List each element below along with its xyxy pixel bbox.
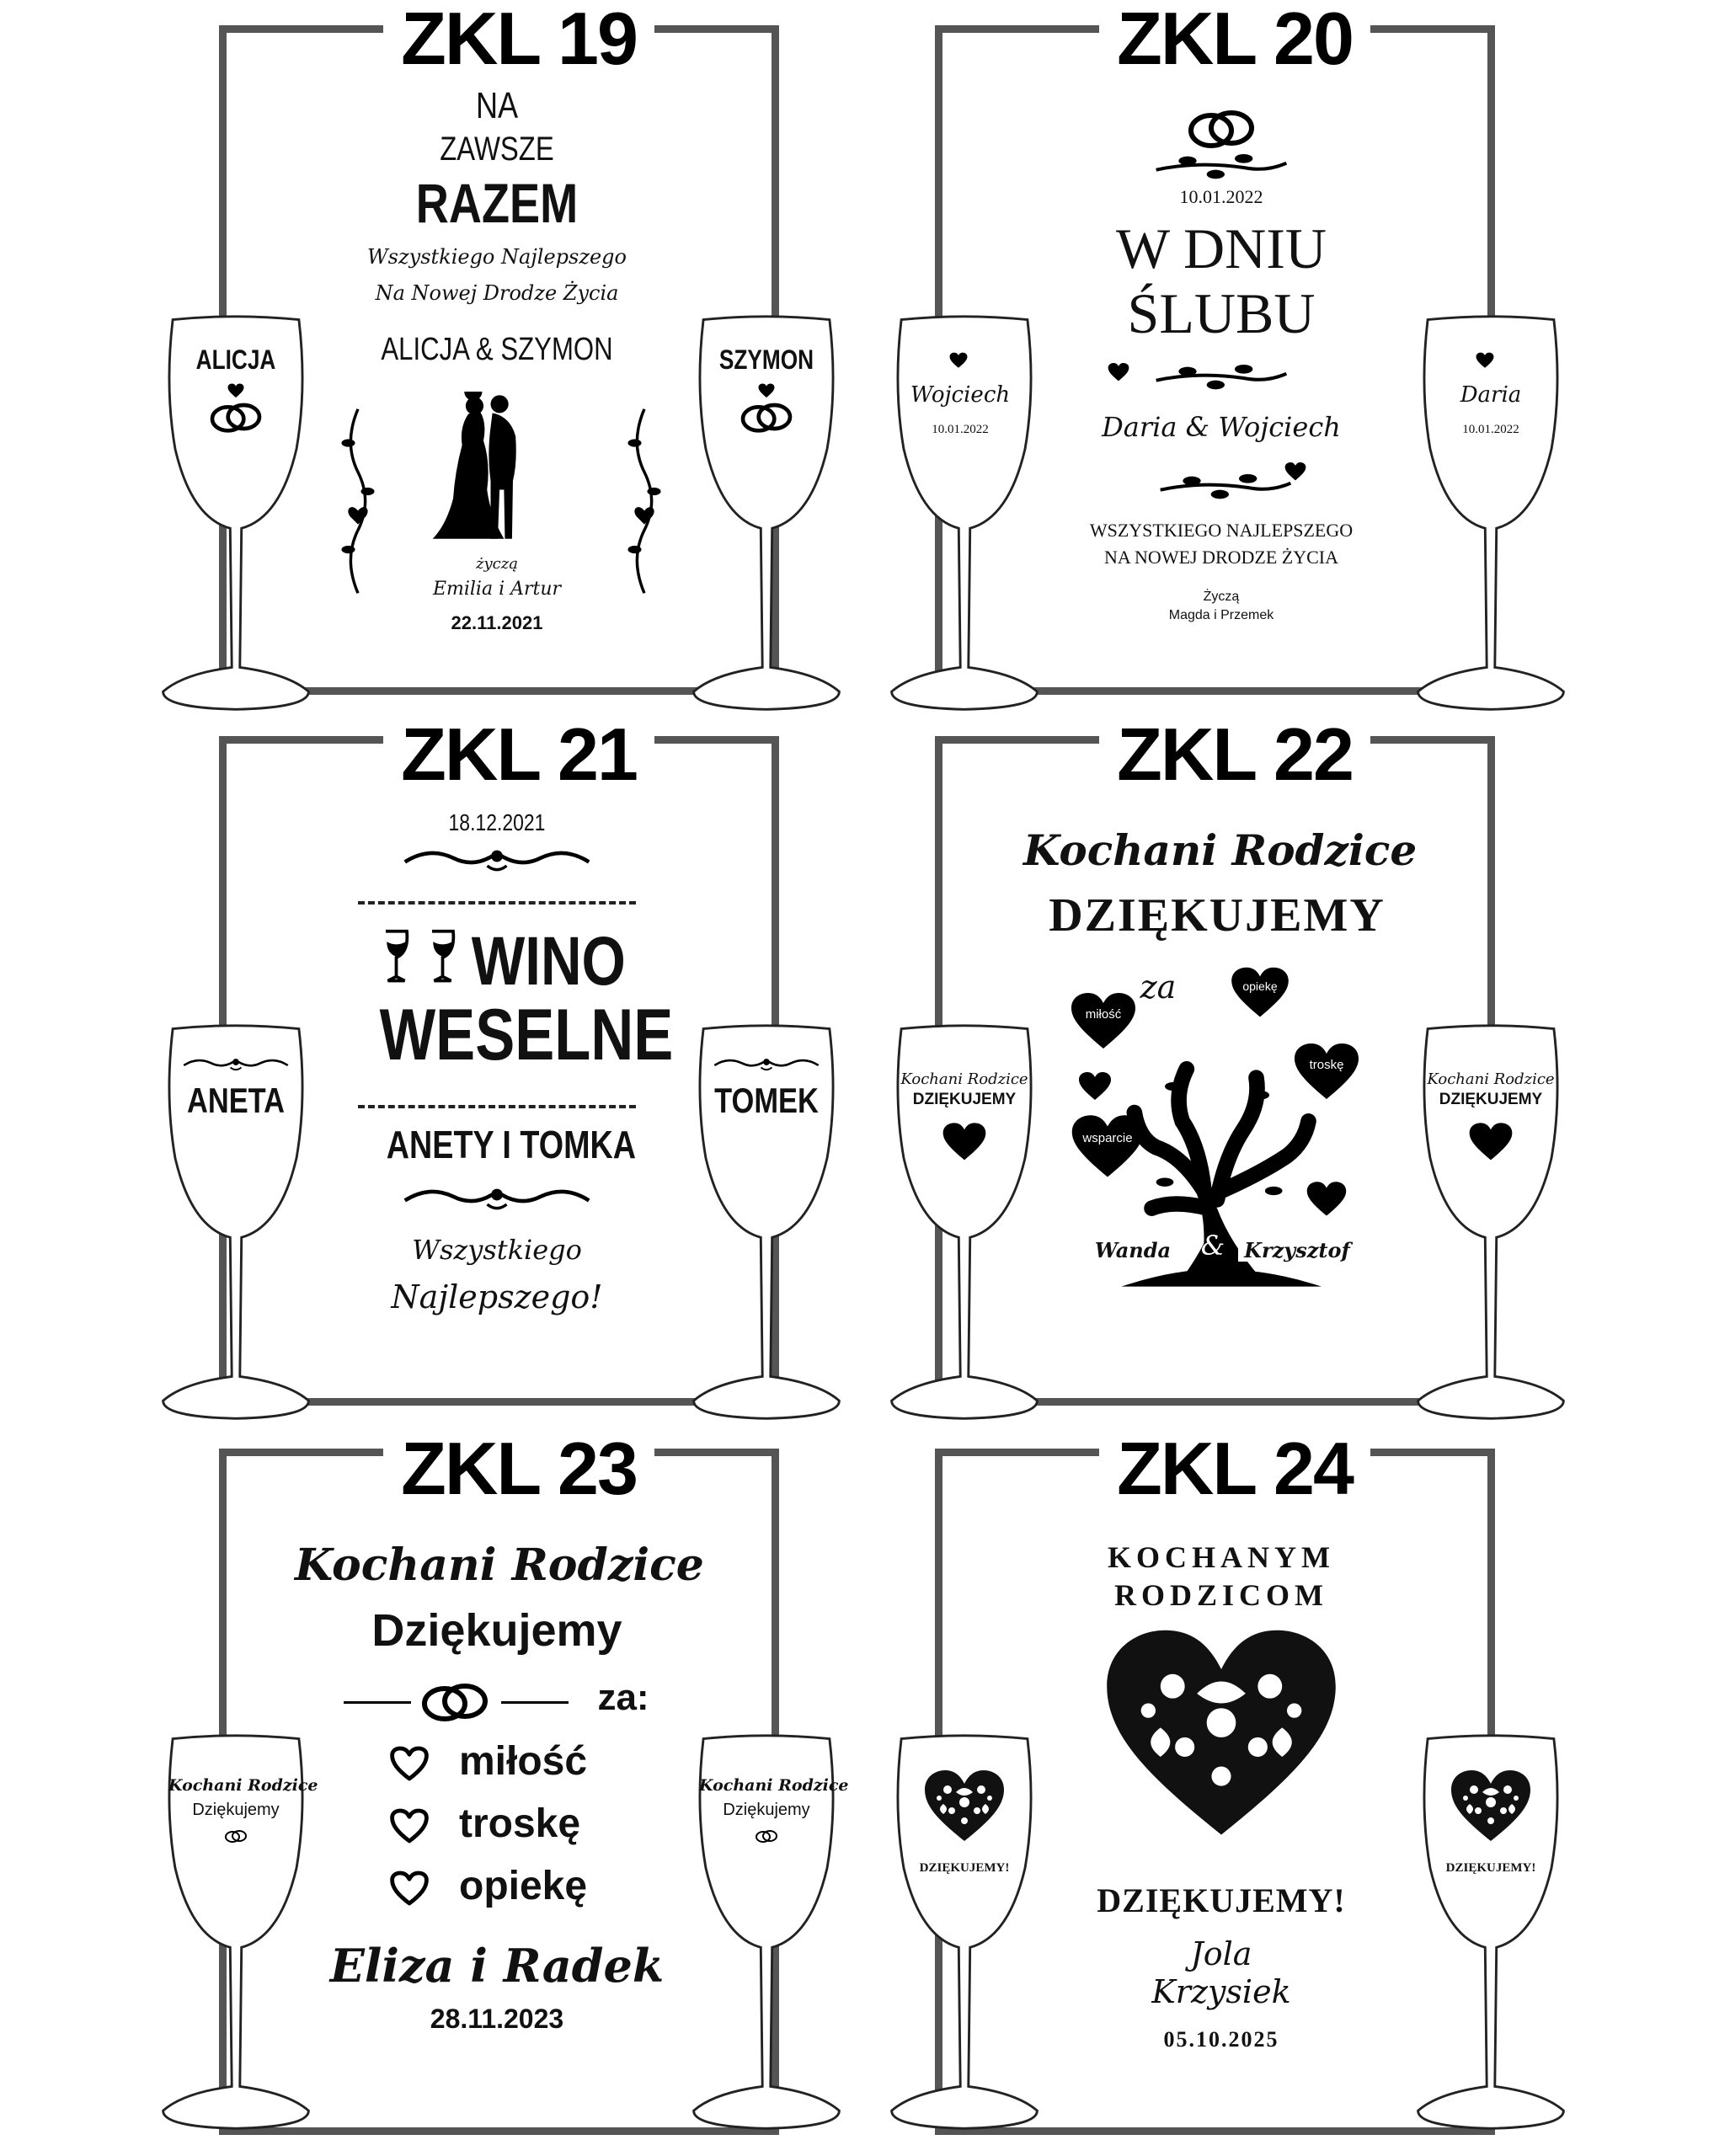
right-glass-name: Daria bbox=[1460, 382, 1522, 408]
divider-line bbox=[344, 1701, 411, 1704]
center-date: 18.12.2021 bbox=[448, 809, 546, 835]
vine-ornament bbox=[1091, 147, 1352, 181]
left-glass-line-2: DZIĘKUJEMY bbox=[912, 1091, 1017, 1108]
from-names: Emilia i Artur bbox=[432, 579, 562, 600]
flourish-ornament bbox=[400, 844, 594, 874]
center-date: 28.11.2023 bbox=[430, 2004, 564, 2034]
center-thanks: DZIĘKUJEMY! bbox=[1097, 1881, 1346, 1919]
heart-icon bbox=[1468, 1122, 1514, 1162]
ornamental-heart-icon bbox=[922, 1769, 1007, 1844]
panel-zkl-19 bbox=[0, 0, 859, 712]
divider-line bbox=[501, 1701, 569, 1704]
center-line-1: Kochani Rodzice bbox=[295, 1540, 704, 1591]
side-vine-ornament bbox=[337, 404, 379, 598]
panel-zkl-22 bbox=[855, 712, 1714, 1430]
ornamental-heart-illustration bbox=[1099, 1625, 1343, 1844]
flourish-ornament bbox=[400, 1182, 594, 1213]
panel-code: ZKL 21 bbox=[383, 718, 654, 792]
rings-icon bbox=[754, 1828, 779, 1844]
heart-label-troske: troskę bbox=[1309, 1058, 1344, 1072]
heart-icon bbox=[1078, 1071, 1112, 1102]
thanks-item-opieke: opiekę bbox=[459, 1864, 588, 1908]
left-glass-line-1: Kochani Rodzice bbox=[168, 1776, 318, 1795]
kissing-couple-silhouette bbox=[417, 392, 564, 543]
left-glass-date: 10.01.2022 bbox=[932, 423, 989, 436]
from-names: Magda i Przemek bbox=[1168, 608, 1274, 622]
center-wish-2: Na Nowej Drodze Życia bbox=[375, 281, 619, 305]
center-wish-2: NA NOWEJ DRODZE ŻYCIA bbox=[1103, 547, 1339, 568]
center-wish-1: Wszystkiego Najlepszego bbox=[367, 245, 627, 269]
panel-code: ZKL 20 bbox=[1099, 2, 1370, 76]
center-wish-1: WSZYSTKIEGO NAJLEPSZEGO bbox=[1089, 520, 1354, 541]
left-wine-glass bbox=[880, 312, 1049, 716]
side-vine-ornament bbox=[623, 404, 665, 598]
center-line-2: DZIĘKUJEMY bbox=[1049, 889, 1386, 942]
flourish-ornament bbox=[712, 1054, 821, 1073]
heart-icon bbox=[227, 383, 244, 398]
tree-name-1: Wanda bbox=[1082, 1240, 1183, 1262]
za-label: za: bbox=[597, 1677, 649, 1718]
right-glass-name: TOMEK bbox=[714, 1081, 819, 1120]
right-glass-line-1: Kochani Rodzice bbox=[1427, 1070, 1555, 1088]
panel-code: ZKL 23 bbox=[383, 1432, 654, 1506]
heart-label-milosc: miłość bbox=[1085, 1007, 1122, 1022]
vine-ornament bbox=[1099, 358, 1343, 392]
heart-outline-icon bbox=[389, 1807, 430, 1844]
center-title-2: ŚLUBU bbox=[1127, 281, 1316, 345]
rings-icon bbox=[223, 1828, 248, 1844]
center-date: 22.11.2021 bbox=[451, 612, 543, 633]
right-glass-date: 10.01.2022 bbox=[1462, 423, 1519, 436]
heart-icon bbox=[1476, 352, 1494, 369]
right-glass-line-2: DZIĘKUJEMY bbox=[1439, 1091, 1543, 1108]
center-line-1: NA bbox=[475, 85, 519, 126]
tree-ampersand: & bbox=[1200, 1230, 1225, 1262]
left-glass-line-2: Dziękujemy bbox=[192, 1801, 280, 1819]
rings-icon bbox=[737, 396, 796, 438]
center-line-3: RAZEM bbox=[415, 172, 579, 234]
panel-zkl-24 bbox=[855, 1427, 1714, 2144]
left-glass-line-1: Kochani Rodzice bbox=[900, 1070, 1028, 1088]
heart-icon bbox=[942, 1122, 987, 1162]
thanks-item-milosc: miłość bbox=[459, 1739, 588, 1784]
center-line-2: ZAWSZE bbox=[440, 131, 554, 168]
center-names: Eliza i Radek bbox=[329, 1939, 665, 1993]
heart-outline-icon bbox=[389, 1745, 430, 1782]
heart-label-opieke: opiekę bbox=[1242, 979, 1278, 993]
from-label: życzą bbox=[476, 555, 518, 573]
heart-outline-icon bbox=[389, 1870, 430, 1907]
left-glass-name: ALICJA bbox=[195, 344, 276, 375]
center-name-2: Krzysiek bbox=[1151, 1973, 1291, 2010]
heart-icon bbox=[758, 383, 775, 398]
left-glass-name: ANETA bbox=[186, 1081, 286, 1120]
rings-icon bbox=[417, 1676, 493, 1726]
flourish-ornament bbox=[181, 1054, 291, 1073]
center-name-1: Jola bbox=[1190, 1935, 1252, 1972]
vine-ornament bbox=[1108, 467, 1343, 501]
center-line-2: RODZICOM bbox=[1114, 1578, 1328, 1612]
center-wish-1: Wszystkiego bbox=[412, 1234, 582, 1266]
center-date: 05.10.2025 bbox=[1163, 2027, 1279, 2052]
heart-icon bbox=[1070, 1113, 1145, 1181]
center-date: 10.01.2022 bbox=[1179, 186, 1263, 207]
za-label: za bbox=[1140, 969, 1177, 1006]
center-names: ALICJA & SZYMON bbox=[381, 332, 613, 367]
center-wish-2: Najlepszego! bbox=[391, 1278, 603, 1315]
center-line-2: Dziękujemy bbox=[371, 1605, 622, 1656]
right-glass-line-1: Kochani Rodzice bbox=[699, 1776, 849, 1795]
heart-icon bbox=[1108, 362, 1129, 382]
wine-glasses-icon bbox=[377, 924, 462, 991]
left-glass-name: Wojciech bbox=[910, 382, 1011, 408]
heart-label-wsparcie: wsparcie bbox=[1082, 1131, 1133, 1145]
panel-code: ZKL 24 bbox=[1099, 1432, 1370, 1506]
right-glass-text: DZIĘKUJEMY! bbox=[1445, 1861, 1536, 1875]
center-title-1: WINO bbox=[471, 923, 626, 1000]
rings-icon bbox=[1183, 103, 1259, 153]
heart-icon bbox=[949, 352, 968, 369]
center-line-1: KOCHANYM bbox=[1108, 1540, 1335, 1574]
panel-code: ZKL 19 bbox=[383, 2, 654, 76]
dashed-divider bbox=[358, 1105, 636, 1108]
center-title-2: WESELNE bbox=[379, 995, 674, 1075]
right-glass-line-2: Dziękujemy bbox=[723, 1801, 810, 1819]
from-label: Życzą bbox=[1203, 590, 1240, 604]
right-wine-glass bbox=[1407, 312, 1575, 716]
center-title-1: W DNIU bbox=[1116, 216, 1327, 280]
center-names: Daria & Wojciech bbox=[1102, 411, 1341, 443]
heart-icon bbox=[1284, 462, 1306, 482]
rings-icon bbox=[206, 396, 265, 438]
tree-name-2: Krzysztof bbox=[1238, 1240, 1356, 1262]
dashed-divider bbox=[358, 901, 636, 905]
center-line-1: Kochani Rodzice bbox=[1023, 825, 1418, 875]
panel-zkl-21 bbox=[0, 712, 859, 1430]
panel-zkl-23 bbox=[0, 1427, 859, 2144]
center-names: ANETY I TOMKA bbox=[386, 1123, 636, 1166]
ornamental-heart-icon bbox=[1449, 1769, 1533, 1844]
panel-code: ZKL 22 bbox=[1099, 718, 1370, 792]
left-glass-text: DZIĘKUJEMY! bbox=[919, 1861, 1010, 1875]
right-glass-name: SZYMON bbox=[718, 344, 814, 375]
panel-zkl-20 bbox=[855, 0, 1714, 712]
heart-icon bbox=[1306, 1181, 1348, 1218]
thanks-item-troske: troskę bbox=[459, 1801, 581, 1846]
